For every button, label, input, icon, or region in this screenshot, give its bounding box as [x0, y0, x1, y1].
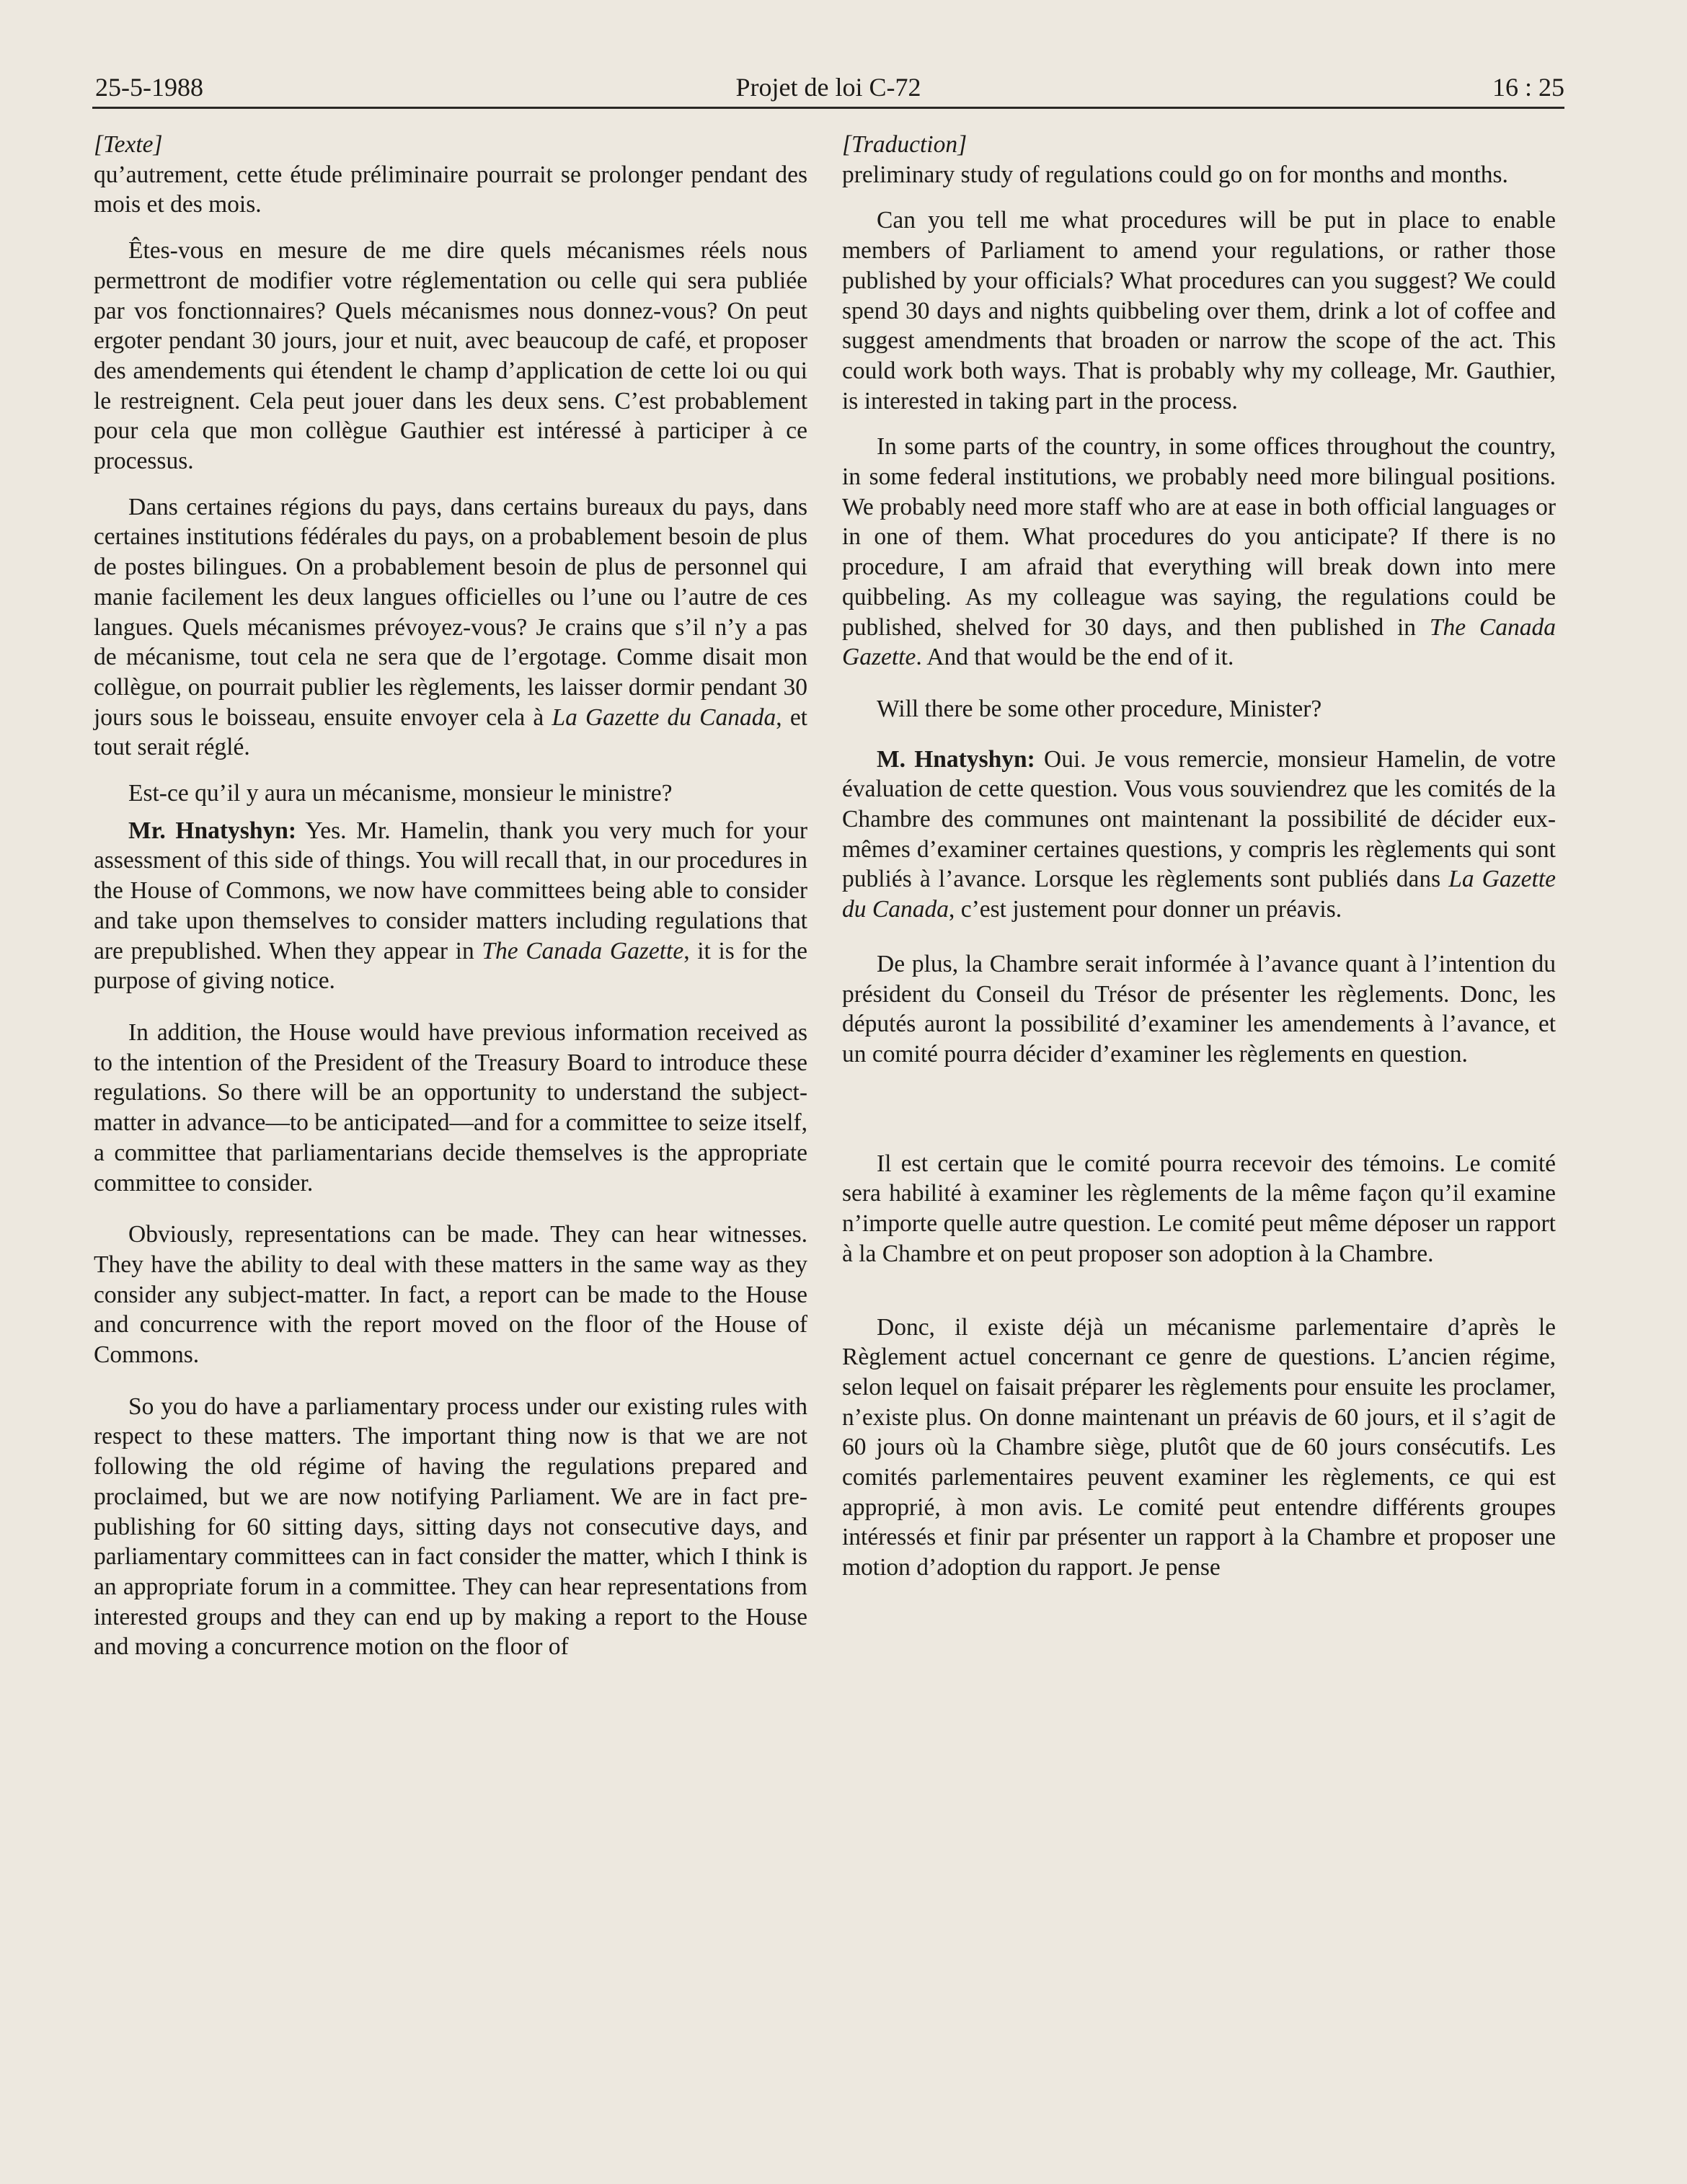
publication-title: The Canada Gazette	[842, 613, 1556, 671]
paragraph-text: , it is for the purpose of giving notice.	[94, 937, 807, 995]
paragraph-text: Yes. Mr. Hamelin, thank you very much for your assessment of this side of things. You will recall that, in our procedures in the House of Commons, we now have committees being able to consider and take upon themselves to consider matters including regulations that are prepublished. When they appear in	[94, 817, 807, 964]
column-tag: [Traduction]	[842, 131, 968, 158]
speaker-name: Mr. Hnatyshyn:	[128, 817, 296, 844]
paragraph: De plus, la Chambre serait informée à l’avance quant à l’intention du président du Conseil du Trésor de présenter les règlements. Donc, les députés auront la possibilité d’examiner les amendements à l’avance, et un comité pourra décider d’examiner les règlements en question.	[842, 950, 1556, 1067]
paragraph: qu’autrement, cette étude préliminaire pourrait se prolonger pendant des mois et des mois.	[94, 161, 807, 218]
paragraph: Il est certain que le comité pourra recevoir des témoins. Le comité sera habilité à examiner les règlements de la même façon qu’il examine n’importe quelle autre question. Le comité peut même déposer un rapport à la Chambre et on peut proposer son adoption à la Chambre.	[842, 1150, 1556, 1267]
paragraph: Donc, il existe déjà un mécanisme parlementaire d’après le Règlement actuel concernant ce genre de questions. L’ancien régime, selon lequel on faisait préparer les règlements pour ensuite les proclamer, n’existe plus. On donne maintenant un préavis de 60 jours, et il s’agit de 60 jours où la Chambre siège, plutôt que de 60 jours consécutifs. Les comités parlementaires peuvent examiner les règlements, ce qui est approprié, à mon avis. Le comité peut entendre différents groupes intéressés et finir par présenter un rapport à la Chambre et proposer une motion d’adoption du rapport. Je pense	[842, 1313, 1556, 1581]
right-column	[842, 130, 1556, 1583]
column-tag: [Texte]	[94, 131, 163, 158]
page-header	[92, 72, 1564, 108]
paragraph	[842, 745, 1556, 925]
paragraph-text: , et tout serait réglé.	[94, 703, 807, 761]
paragraph: Obviously, representations can be made. They can hear witnesses. They have the ability to deal with these matters in the same way as they consider any subject-matter. In fact, a report can be made to the House and concurrence with the report moved on the floor of the House of Commons.	[94, 1221, 807, 1369]
publication-title: The Canada Gazette	[482, 937, 684, 964]
paragraph: Can you tell me what procedures will be put in place to enable members of Parliament to amend your regulations, or rather those published by your officials? What procedures can you suggest? We could spend 30 days and nights quibbeling over them, drink a lot of coffee and suggest amendments that broaden or narrow the scope of the act. This could work both ways. That is probably why my colleage, Mr. Gauthier, is interested in taking part in the process.	[842, 207, 1556, 414]
paragraph-text: In some parts of the country, in some offices throughout the country, in some federal institutions, we probably need more bilingual positions. We probably need more staff who are at ease in both official languages or in one of them. What procedures do you anticipate? If there is no procedure, I am afraid that everything will break down into mere quibbeling. As my colleague was saying, the regulations could be published, shelved for 30 days, and then published in	[842, 433, 1556, 641]
paragraph	[94, 816, 807, 996]
header-title: Projet de loi C-72	[735, 73, 921, 102]
paragraph: In addition, the House would have previous information received as to the intention of the President of the Treasury Board to introduce these regulations. So there will be an opportunity to understand the subject-matter in advance—to be anticipated—and for a committee to seize itself, a committee that parliamentarians decide themselves is the appropriate committee to consider.	[94, 1018, 807, 1197]
paragraph: preliminary study of regulations could go on for months and months.	[842, 161, 1508, 188]
speaker-name: M. Hnatyshyn:	[877, 745, 1035, 773]
publication-title: La Gazette du Canada	[552, 703, 776, 731]
paragraph: Êtes-vous en mesure de me dire quels mécanismes réels nous permettront de modifier votre réglementation ou celle qui sera publiée par vos fonctionnaires? Quels mécanismes nous donnez-vous? On peut ergoter pendant 30 jours, jour et nuit, avec beaucoup de café, et proposer des amendements qui étendent le champ d’application de cette loi ou qui le restreignent. Cela peut jouer dans les deux sens. C’est probablement pour cela que mon collègue Gauthier est intéressé à participer à ce processus.	[94, 237, 807, 475]
paragraph-text: , c’est justement pour donner un préavis.	[948, 896, 1342, 923]
header-date: 25-5-1988	[95, 73, 203, 102]
paragraph-text: Oui. Je vous remercie, monsieur Hamelin, de votre évaluation de cette question. Vous vous souviendrez que les comités de la Chambre des communes ont maintenant la possibilité de décider eux-mêmes d’examiner certaines questions, y compris les règlements qui sont publiés à l’avance. Lorsque les règlements sont publiés dans	[842, 745, 1556, 893]
paragraph: Will there be some other procedure, Minister?	[877, 695, 1322, 722]
paragraph-text: Dans certaines régions du pays, dans certains bureaux du pays, dans certaines institutions fédérales du pays, on a probablement besoin de plus de postes bilingues. On a probablement besoin de plus de personnel qui manie facilement les deux langues officielles ou l’une ou l’autre de ces langues. Quels mécanismes prévoyez-vous? Je crains que s’il n’y a pas de mécanisme, tout cela ne sera que de l’ergotage. Comme disait mon collègue, on pourrait publier les règlements, les laisser dormir pendant 30 jours sous le boisseau, ensuite envoyer cela à	[94, 493, 807, 731]
left-column	[94, 130, 807, 1662]
header-rule	[92, 107, 1564, 109]
paragraph: So you do have a parliamentary process under our existing rules with respect to these matters. The important thing now is that we are not following the old régime of having the regulations prepared and proclaimed, but we are now notifying Parliament. We are in fact pre-publishing for 60 sitting days, sitting days not consecutive days, and parliamentary committees can in fact consider the matter, which I think is an appropriate forum in a committee. They can hear representations from interested groups and they can end up by making a report to the House and moving a concurrence motion on the floor of	[94, 1393, 807, 1661]
paragraph	[842, 432, 1556, 672]
paragraph	[94, 492, 807, 763]
header-page-number: 16 : 25	[1492, 73, 1564, 102]
publication-title: La Gazette du Canada	[842, 866, 1557, 923]
paragraph: Est-ce qu’il y aura un mécanisme, monsieur le ministre?	[128, 780, 673, 807]
paragraph-text: . And that would be the end of it.	[916, 644, 1234, 671]
